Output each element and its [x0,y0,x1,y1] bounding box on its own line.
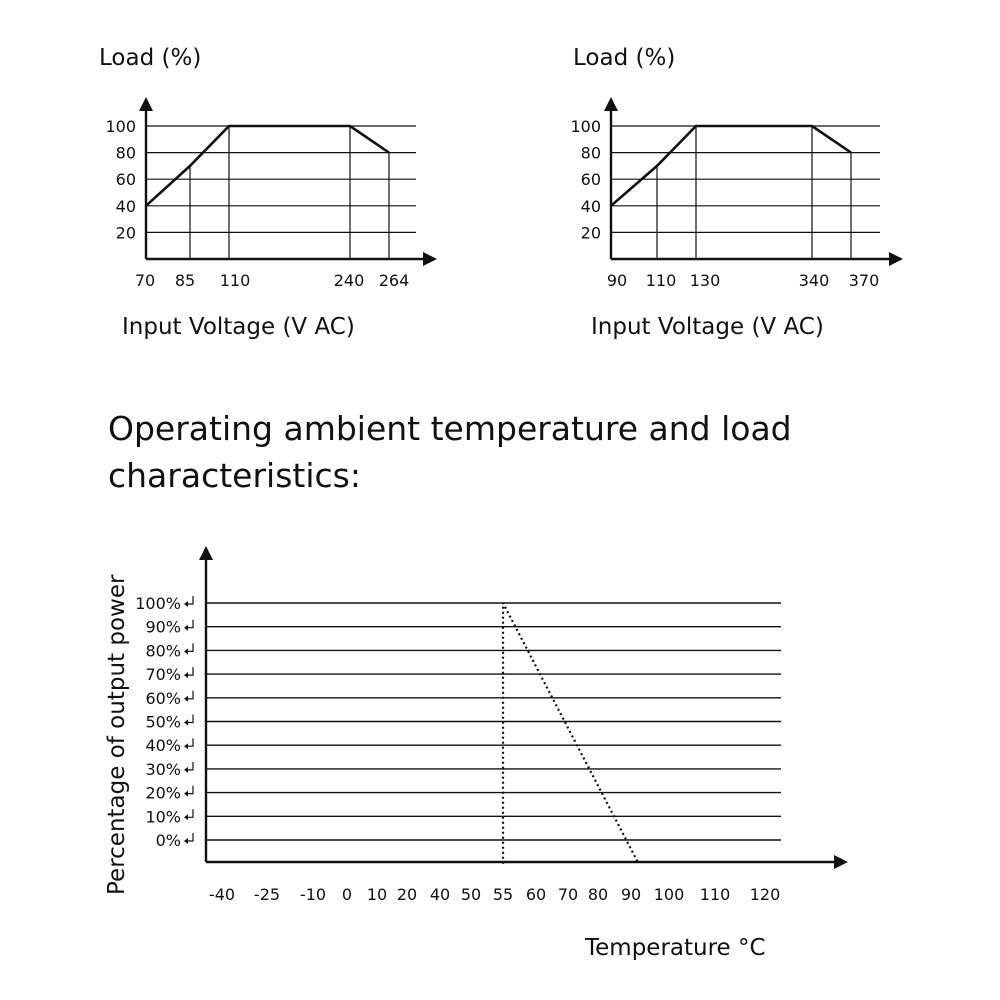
c1-ytick-40: 40 [115,196,136,216]
c3-xtick-55: 55 [492,885,514,904]
c3-ytick-mark-head-5 [184,720,188,726]
c2-ytick-80: 80 [580,143,601,163]
c3-ytick-4: 60% [145,688,181,708]
c3-ytick-9: 10% [145,807,181,827]
c3-ytick-3: 70% [145,665,181,685]
c3-xtick-80: 80 [587,885,609,904]
c1-xtick-264: 264 [378,271,410,290]
c1-ytick-20: 20 [115,223,136,243]
c1-xtick-240: 240 [333,271,365,290]
c3-xtick--25: -25 [253,885,281,904]
c3-ytick-mark-head-6 [184,743,188,749]
c3-x-axis-title: Temperature °C [585,935,766,961]
c2-ytick-60: 60 [580,170,601,190]
c1-x-axis-arrow [423,252,437,266]
c1-ytick-60: 60 [115,170,136,190]
c3-xtick-0: 0 [341,885,353,904]
c2-xtick-90: 90 [606,271,628,290]
c3-ytick-mark-head-10 [184,838,188,844]
c3-xtick-50: 50 [460,885,482,904]
c3-ytick-mark-head-7 [184,767,188,773]
c1-xtick-85: 85 [174,271,196,290]
c2-ytick-40: 40 [580,196,601,216]
c1-ytick-80: 80 [115,143,136,163]
c3-ytick-mark-head-0 [184,601,188,607]
c2-ytick-100: 100 [570,117,601,136]
c3-xtick--10: -10 [299,885,327,904]
chart-input-voltage-2 [570,45,903,340]
c3-ytick-mark-head-3 [184,672,188,678]
c3-xtick-110: 110 [699,885,731,904]
c3-ytick-mark-head-2 [184,648,188,654]
c3-xtick-10: 10 [366,885,388,904]
c3-xtick-120: 120 [749,885,781,904]
c2-load-curve [611,126,851,206]
c3-ytick-6: 40% [145,736,181,756]
chart-temperature-derating [104,546,848,961]
c2-ytick-20: 20 [580,223,601,243]
chart-input-voltage-1 [99,45,437,340]
c3-ytick-5: 50% [145,712,181,732]
c3-ytick-10: 0% [155,831,181,850]
c3-ytick-1: 90% [145,617,181,637]
c3-derating-curve [503,603,639,864]
c2-x-axis-arrow [889,252,903,266]
c3-xtick-40: 40 [429,885,451,904]
c2-xtick-340: 340 [798,271,830,290]
c2-xtick-370: 370 [848,271,880,290]
c2-xtick-110: 110 [645,271,677,290]
c2-y-axis-arrow [604,97,618,111]
c2-x-axis-title: Input Voltage (V AC) [591,314,824,340]
section-heading-line-2: characteristics: [108,456,361,495]
c1-xtick-70: 70 [134,271,156,290]
c3-ytick-mark-head-9 [184,814,188,820]
section-heading-line-1: Operating ambient temperature and load [108,409,792,448]
c1-xtick-110: 110 [219,271,251,290]
c3-y-axis-arrow [199,546,213,560]
c3-xtick-90: 90 [620,885,642,904]
c3-xtick-100: 100 [653,885,685,904]
c1-y-axis-title: Load (%) [99,45,202,71]
c3-ytick-mark-head-8 [184,791,188,797]
c3-y-axis-title: Percentage of output power [104,574,130,895]
c3-xtick-60: 60 [525,885,547,904]
c1-ytick-100: 100 [105,117,136,136]
c3-x-axis-arrow [834,855,848,869]
c3-ytick-7: 30% [145,759,181,779]
c1-x-axis-title: Input Voltage (V AC) [122,314,355,340]
c3-ytick-8: 20% [145,783,181,803]
c3-ytick-mark-head-4 [184,696,188,702]
c3-xtick--40: -40 [208,885,236,904]
c3-ytick-mark-head-1 [184,625,188,631]
c2-xtick-130: 130 [689,271,721,290]
c3-xtick-20: 20 [396,885,418,904]
c1-load-curve [146,126,389,206]
c3-xtick-70: 70 [557,885,579,904]
c3-ytick-2: 80% [145,641,181,661]
c3-ytick-0: 100% [135,594,181,613]
c2-y-axis-title: Load (%) [573,45,676,71]
c1-y-axis-arrow [139,97,153,111]
